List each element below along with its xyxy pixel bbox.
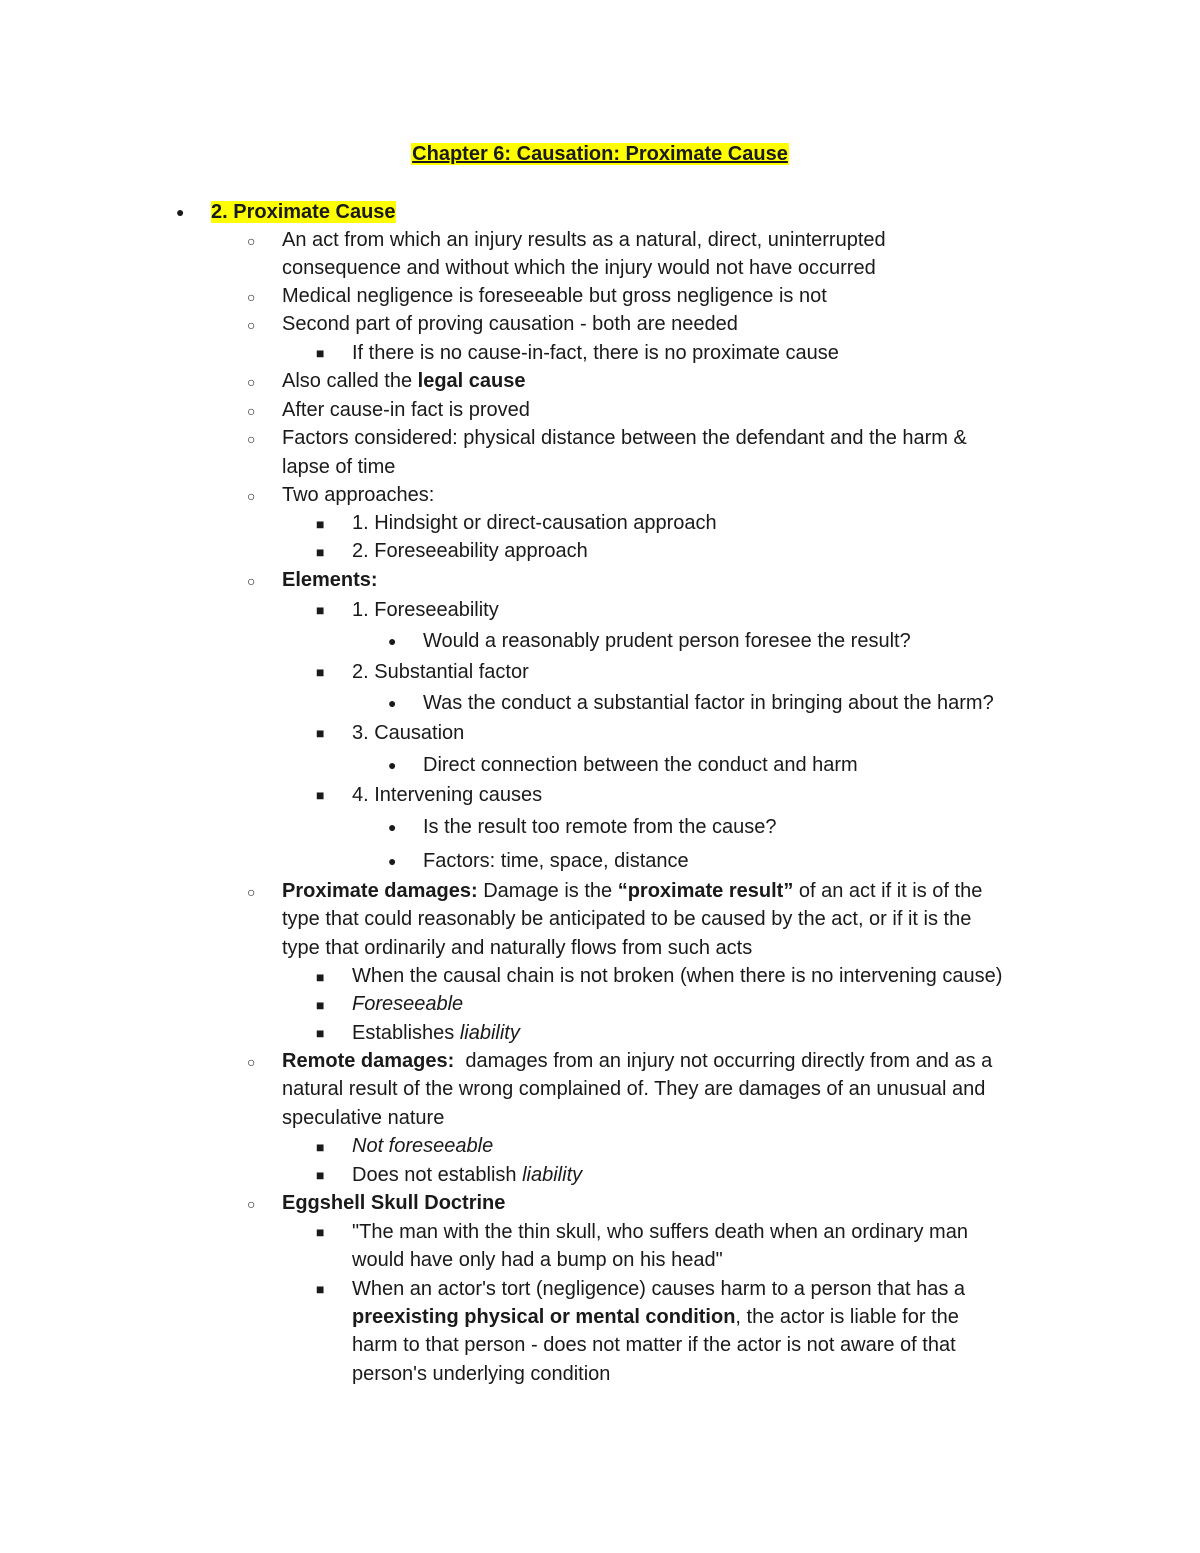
bullet-l3: ■ bbox=[316, 516, 325, 532]
list-item-remote-3: speculative nature bbox=[282, 1107, 445, 1129]
bullet-l3: ■ bbox=[316, 544, 325, 560]
also-called-bold: legal cause bbox=[417, 370, 526, 392]
prox-text-a: Damage is the bbox=[477, 880, 618, 902]
list-item-egg-sub-2c: harm to that person - does not matter if the actor is not aware of that bbox=[352, 1334, 956, 1356]
list-item-factors-1: Factors considered: physical distance between the defendant and the harm & bbox=[282, 427, 967, 449]
bullet-l3: ■ bbox=[316, 997, 325, 1013]
bullet-l4: ● bbox=[388, 819, 397, 835]
list-item-remote-2: natural result of the wrong complained of. They are damages of an unusual and bbox=[282, 1078, 986, 1100]
list-item-element-4-sub-2: Factors: time, space, distance bbox=[423, 850, 689, 872]
list-item-remote-sub-1: Not foreseeable bbox=[352, 1135, 494, 1157]
bullet-l2: ○ bbox=[247, 488, 256, 504]
list-item-element-1: 1. Foreseeability bbox=[352, 599, 499, 621]
egg-sub-2b-bold: preexisting physical or mental condition bbox=[352, 1306, 736, 1328]
bullet-l3: ■ bbox=[316, 969, 325, 985]
list-item-second-part: Second part of proving causation - both are needed bbox=[282, 313, 738, 335]
section-heading-text: 2. Proximate Cause bbox=[211, 201, 396, 223]
list-item-eggshell: Eggshell Skull Doctrine bbox=[282, 1192, 506, 1214]
list-item-egg-sub-2b bbox=[352, 1303, 959, 1331]
list-item-also-called bbox=[282, 367, 525, 395]
list-item-medical: Medical negligence is foreseeable but gross negligence is not bbox=[282, 285, 827, 307]
bullet-l3: ■ bbox=[316, 787, 325, 803]
list-item-two-approaches: Two approaches: bbox=[282, 484, 435, 506]
bullet-l4: ● bbox=[388, 633, 397, 649]
list-item-prox-sub-1: When the causal chain is not broken (when there is no intervening cause) bbox=[352, 965, 1003, 987]
bullet-l3: ■ bbox=[316, 1281, 325, 1297]
prox-sub-3-prefix: Establishes bbox=[352, 1022, 460, 1044]
list-item-egg-sub-1b: would have only had a bump on his head" bbox=[352, 1249, 723, 1271]
list-item-egg-sub-2d: person's underlying condition bbox=[352, 1363, 611, 1385]
list-item-no-cause: If there is no cause-in-fact, there is no proximate cause bbox=[352, 342, 839, 364]
prox-bold: Proximate damages: bbox=[282, 880, 478, 902]
list-item-proximate-2: type that could reasonably be anticipated to be caused by the act, or if it is the bbox=[282, 908, 972, 930]
egg-sub-2b-text: , the actor is liable for the bbox=[735, 1306, 959, 1328]
remote-bold: Remote damages: bbox=[282, 1050, 455, 1072]
list-item-factors-2: lapse of time bbox=[282, 456, 396, 478]
bullet-l2: ○ bbox=[247, 289, 256, 305]
list-item-approach-1: 1. Hindsight or direct-causation approach bbox=[352, 512, 717, 534]
list-item-element-2-sub: Was the conduct a substantial factor in bringing about the harm? bbox=[423, 692, 994, 714]
list-item-element-4: 4. Intervening causes bbox=[352, 784, 543, 806]
bullet-l2: ○ bbox=[247, 233, 256, 249]
also-called-prefix: Also called the bbox=[282, 370, 418, 392]
page-title-text: Chapter 6: Causation: Proximate Cause bbox=[412, 143, 788, 165]
bullet-l3: ■ bbox=[316, 1224, 325, 1240]
bullet-l1: ● bbox=[176, 204, 185, 220]
list-item-prox-sub-3 bbox=[352, 1019, 520, 1047]
list-item-definition-1: An act from which an injury results as a natural, direct, uninterrupted bbox=[282, 229, 886, 251]
list-item-after: After cause-in fact is proved bbox=[282, 399, 530, 421]
bullet-l4: ● bbox=[388, 695, 397, 711]
list-item-egg-sub-2a: When an actor's tort (negligence) causes harm to a person that has a bbox=[352, 1278, 966, 1300]
prox-bold-2: “proximate result” bbox=[617, 880, 794, 902]
bullet-l4: ● bbox=[388, 853, 397, 869]
bullet-l3: ■ bbox=[316, 1139, 325, 1155]
list-item-proximate-damages bbox=[282, 877, 982, 905]
bullet-l2: ○ bbox=[247, 1054, 256, 1070]
list-item-remote-sub-2 bbox=[352, 1161, 582, 1189]
bullet-l3: ■ bbox=[316, 345, 325, 361]
list-item-remote-damages bbox=[282, 1047, 992, 1075]
bullet-l3: ■ bbox=[316, 1167, 325, 1183]
list-item-approach-2: 2. Foreseeability approach bbox=[352, 540, 588, 562]
prox-sub-3-italic: liability bbox=[459, 1022, 520, 1044]
bullet-l2: ○ bbox=[247, 1196, 256, 1212]
bullet-l2: ○ bbox=[247, 573, 256, 589]
bullet-l3: ■ bbox=[316, 664, 325, 680]
bullet-l3: ■ bbox=[316, 1025, 325, 1041]
bullet-l4: ● bbox=[388, 757, 397, 773]
bullet-l2: ○ bbox=[247, 403, 256, 419]
bullet-l2: ○ bbox=[247, 431, 256, 447]
remote-text: damages from an injury not occurring directly from and as a bbox=[454, 1050, 993, 1072]
list-item-proximate-3: type that ordinarily and naturally flows from such acts bbox=[282, 937, 753, 959]
bullet-l2: ○ bbox=[247, 884, 256, 900]
page-title bbox=[0, 140, 1200, 168]
list-item-element-4-sub-1: Is the result too remote from the cause? bbox=[423, 816, 777, 838]
list-item-element-1-sub: Would a reasonably prudent person foresee the result? bbox=[423, 630, 911, 652]
remote-sub-2-prefix: Does not establish bbox=[352, 1164, 523, 1186]
list-item-definition-2: consequence and without which the injury would not have occurred bbox=[282, 257, 876, 279]
list-item-element-3: 3. Causation bbox=[352, 722, 465, 744]
bullet-l2: ○ bbox=[247, 374, 256, 390]
remote-sub-2-italic: liability bbox=[522, 1164, 583, 1186]
bullet-l3: ■ bbox=[316, 602, 325, 618]
list-item-egg-sub-1a: "The man with the thin skull, who suffers death when an ordinary man bbox=[352, 1221, 968, 1243]
list-item-prox-sub-2: Foreseeable bbox=[352, 993, 464, 1015]
bullet-l3: ■ bbox=[316, 725, 325, 741]
list-item-element-2: 2. Substantial factor bbox=[352, 661, 529, 683]
bullet-l2: ○ bbox=[247, 317, 256, 333]
list-item-element-3-sub: Direct connection between the conduct and harm bbox=[423, 754, 858, 776]
list-item-elements: Elements: bbox=[282, 569, 378, 591]
prox-text-b: of an act if it is of the bbox=[793, 880, 983, 902]
section-heading bbox=[211, 198, 396, 226]
